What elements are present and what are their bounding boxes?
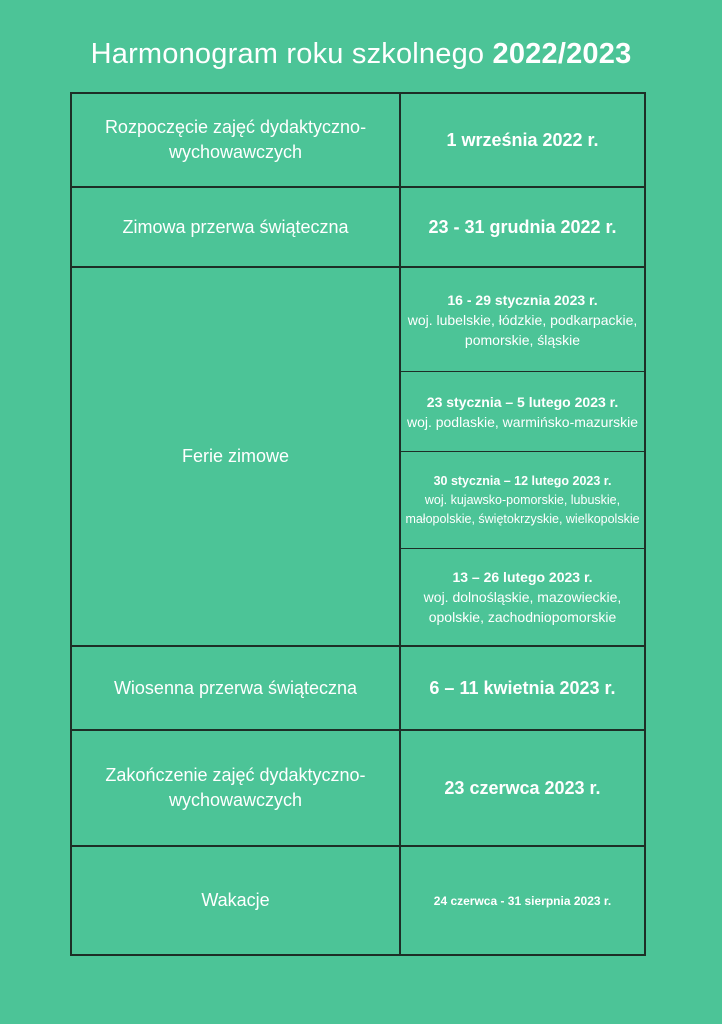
row-label: Rozpoczęcie zajęć dydaktyczno-wychowawczych	[72, 94, 401, 186]
winter-break-period	[401, 372, 644, 452]
table-row	[72, 847, 644, 954]
winter-break-period	[401, 452, 644, 549]
period-date: 13 – 26 lutego 2023 r.	[452, 569, 593, 585]
row-value: 1 września 2022 r.	[446, 129, 599, 150]
row-label: Ferie zimowe	[72, 268, 401, 645]
period-date: 30 stycznia – 12 lutego 2023 r.	[433, 473, 612, 488]
page-title	[0, 38, 722, 71]
schedule-table	[70, 92, 646, 956]
winter-break-period	[401, 549, 644, 645]
period-regions: woj. podlaskie, warmińsko-mazurskie	[406, 413, 639, 430]
winter-break-period	[401, 268, 644, 372]
row-label: Zimowa przerwa świąteczna	[72, 188, 401, 266]
table-row-winter-break	[72, 268, 644, 647]
title-year: 2022/2023	[492, 38, 632, 70]
period-date: 16 - 29 stycznia 2023 r.	[447, 291, 598, 308]
winter-break-periods	[401, 268, 644, 645]
title-text: Harmonogram roku szkolnego	[90, 38, 485, 70]
table-row	[72, 647, 644, 731]
period-regions: woj. kujawsko-pomorskie, lubuskie, małopolskie, świętokrzyskie, wielkopolskie	[405, 492, 640, 526]
table-row	[72, 94, 644, 188]
row-value: 23 - 31 grudnia 2022 r.	[428, 216, 617, 237]
period-regions: woj. dolnośląskie, mazowieckie, opolskie, zachodniopomorskie	[423, 589, 622, 625]
row-label: Wakacje	[72, 847, 401, 954]
row-label: Wiosenna przerwa świąteczna	[72, 647, 401, 729]
table-row	[72, 188, 644, 268]
table-row	[72, 731, 644, 847]
row-value: 24 czerwca - 31 sierpnia 2023 r.	[433, 893, 612, 908]
row-value: 23 czerwca 2023 r.	[444, 777, 601, 798]
period-regions: woj. lubelskie, łódzkie, podkarpackie, pomorskie, śląskie	[407, 311, 638, 348]
row-label: Zakończenie zajęć dydaktyczno-wychowawczych	[72, 731, 401, 845]
period-date: 23 stycznia – 5 lutego 2023 r.	[426, 393, 619, 410]
row-value: 6 – 11 kwietnia 2023 r.	[429, 677, 616, 698]
